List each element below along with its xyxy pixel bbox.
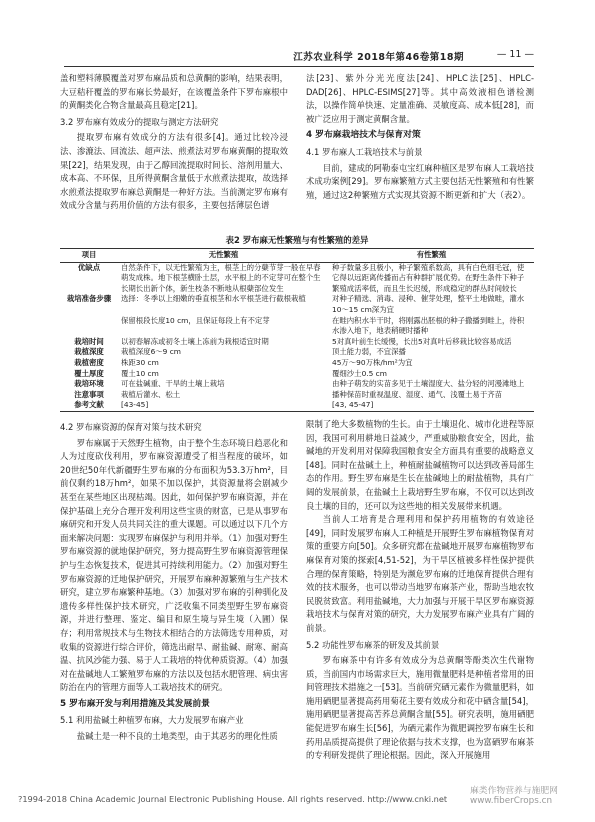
subsection-heading: 5.1 利用盐碱土种植罗布麻，大力发展罗布麻产业 <box>60 715 244 726</box>
copyright-footer: ?1994-2018 China Academic Journal Electronic Publishing House. All rights reserved. http://www.cnki.net <box>18 794 448 804</box>
section-heading: 5 罗布麻开发与利用措施及其发展前景 <box>60 698 210 709</box>
row-label: 优缺点 <box>77 262 101 272</box>
sexual-cell: 在畦内积水半干时，将刚露出胚根的种子撒播到畦上，待积水渗入地下，地表稍硬时播种 <box>332 315 525 336</box>
section-heading: 4 罗布麻栽培技术与保育对策 <box>306 130 421 141</box>
table-header-item: 项目 <box>60 249 118 263</box>
paragraph: 目前，建成的阿勒泰屯宝红麻种植区是罗布麻人工栽培技术成功案例[29]。罗布麻繁殖方式主要包括无性繁殖和有性繁殖，通过这2种繁殖方式实现其资源不断更新和扩大（表2）。 <box>306 162 534 200</box>
table-row <box>60 347 534 358</box>
table-row <box>60 358 534 369</box>
paragraph: 当前人工培育是合理利用和保护药用植物的有效途径[49]，同时发展罗布麻人工种植是开展野生罗布麻植物保育对策的重要方向[50]。众多研究都在盐碱地开展罗布麻植物罗布麻保育对策的探索[4,51-52]，为干旱区植被多样性保护提供合理的保育策略，特别是为濒危罗布麻的迁地保育提供合理有效的技术服务，也可以带动当地罗布麻茶产业，帮助当地农牧民脱贫致富。利用盐碱地，大力加强与开展干旱区罗布麻资源栽培技术与保育对策的研究，大力发展罗布麻产业具有广阔的前景。 <box>306 514 534 633</box>
paragraph: 法[23]、紫外分光光度法[24]、HPLC法[25]、HPLC-DAD[26]、HPLC-ESIMS[27]等。其中高效液相色谱检测法，以操作简单快速、定量准确、灵敏度高、成本低[28]，而被广泛应用于测定黄酮含量。 <box>306 73 534 124</box>
row-label: 栽植密度 <box>74 357 104 367</box>
row-label: 参考文献 <box>60 400 118 411</box>
sexual-cell: 种子数量多且极小，种子繁殖系数高，具有白色细毛冠，使它得以远距离传播而占有种群扩展优势。在野生条件下种子繁殖成活率低，而且生长迟缓，形成稳定的群丛时间较长 <box>332 262 525 293</box>
row-label: 栽培准备步骤 <box>66 294 112 304</box>
sexual-cell: 45万～90万株/hm²为宜 <box>332 357 413 367</box>
paragraph: 提取罗布麻有效成分的方法有很多[4]。通过比较冷浸法、渗漉法、回流法、超声法、煎煮法对罗布麻黄酮的提取效果[22]，结果发现，由于乙醇回流提取时间长、溶剂用量大、成本高、不环保，且所得黄酮含量低于水煎煮法提取，故选择水煎煮法提取罗布麻总黄酮是一种好方法。当前测定罗布麻有效成分含量与药用价值的方法有很多，主要包括薄层色谱 <box>60 132 288 211</box>
watermark-line: www.fiberCrops.cn <box>470 796 553 806</box>
top-left-column <box>60 72 288 213</box>
paragraph: 盖和塑料薄膜覆盖对罗布麻品质和总黄酮的影响，结果表明，大豆秸秆覆盖的罗布麻长势最好，在该覆盖条件下罗布麻根中的黄酮类化合物含量最高且稳定[21]。 <box>60 73 288 111</box>
row-label: 注意事项 <box>74 389 104 399</box>
comparison-table <box>60 248 534 412</box>
table-row <box>60 294 534 315</box>
watermark-line: 麻类作物营养与施肥网 <box>470 786 558 796</box>
journal-title: 江苏农业科学 2018年第46卷第18期 <box>293 52 464 63</box>
table-caption: 表2 罗布麻无性繁殖与有性繁殖的差异 <box>225 235 369 245</box>
asexual-cell: 栽植深度6～9 cm <box>121 347 181 357</box>
asexual-cell: 覆土10 cm <box>121 368 159 378</box>
paragraph: 盐碱土是一种不良的土地类型，由于其恶劣的理化性质 <box>76 731 278 742</box>
table-row <box>60 390 534 401</box>
sexual-cell: 由种子萌发的实苗多见于土壤湿度大、盐分轻的河漫滩地上 <box>332 379 525 389</box>
table-header-asexual: 无性繁殖 <box>118 249 329 263</box>
asexual-cell: 保留根段长度10 cm，且保证每段上有不定芽 <box>121 315 270 325</box>
sexual-cell: 顶土能力弱，不宜深播 <box>332 347 406 357</box>
sexual-cell: 覆细沙土0.5 cm <box>332 368 387 378</box>
table-row <box>60 316 534 337</box>
sexual-cell: 播种保苗时重视温度、湿度、通气、浅覆土易于齐苗 <box>332 389 502 399</box>
table-row <box>60 337 534 348</box>
table-row <box>60 400 534 411</box>
subsection-heading: 4.1 罗布麻人工栽培技术与前景 <box>306 146 423 157</box>
row-label: 栽植深度 <box>74 347 104 357</box>
row-label: 栽培时间 <box>74 336 104 346</box>
asexual-cell: 以初春解冻或初冬土壤上冻前为栽根适宜时期 <box>121 336 269 346</box>
asexual-cell: 栽植后灌水、松土 <box>121 389 181 399</box>
paragraph: 罗布麻茶中有许多有效成分为总黄酮等酚类次生代谢物质，当前国内市场需求巨大，施用微量肥料是种植者常用的田间管理技术措施之一[53]。当前研究硒元素作为微量肥料，如施用硒肥显著提高药用菊花主要有效成分和花中硒含量[54]，施用硒肥显著提高苦荞总黄酮含量[55]。研究表明，施用硒肥能促进罗布麻生长[56]，为硒元素作为微肥调控罗布麻生长和药用品质提高提供了理论依据与技术支撑，也为富硒罗布麻茶的专利研发提供了理论根据。因此，深入开展施用 <box>306 655 534 761</box>
table-row <box>60 369 534 380</box>
sexual-cell: 对种子精选、消毒、浸种、催芽处理，整平土地做畦，灌水10～15 cm深为宜 <box>332 294 525 314</box>
row-label <box>60 316 118 337</box>
subsection-heading: 5.2 功能性罗布麻茶的研发及其前景 <box>306 639 440 650</box>
asexual-cell: 可在盐碱重、干旱的土壤上栽培 <box>121 379 225 389</box>
page-number: — 11 — <box>496 49 534 60</box>
asexual-cell: 株距30 cm <box>121 357 159 367</box>
paragraph: 限制了绝大多数植物的生长。由于土壤退化、城市化进程等原因，我国可利用耕地日益减少，严重威胁粮食安全，因此，盐碱地的开发利用对保障我国粮食安全方面具有重要的战略意义[48]。同时在盐碱土上，种植耐盐碱植物可以达到改善局部生态的作用。野生罗布麻是生长在盐碱地上的耐盐植物，具有广阔的发展前景，在盐碱土上栽培野生罗布麻，不仅可以达到改良土壤的目的，还可以为这些地的相关发展带来机遇。 <box>306 419 534 511</box>
table-header-sexual: 有性繁殖 <box>329 249 534 263</box>
bottom-right-column <box>306 418 534 763</box>
sexual-cell: [43, 45-47] <box>329 400 534 411</box>
table-row <box>60 262 534 294</box>
row-label: 覆土厚度 <box>74 368 104 378</box>
sexual-cell: 5对真叶前生长缓慢，长出5对真叶后移栽比较容易成活 <box>332 336 512 346</box>
section-heading: 3.2 罗布麻有效成分的提取与测定方法研究 <box>60 116 219 127</box>
asexual-cell: 选择：冬季以上细嫩的垂直根茎和水平根茎进行截根栽植 <box>121 294 306 304</box>
row-label: 栽培环境 <box>74 379 104 389</box>
top-right-column <box>306 72 534 202</box>
watermark <box>470 786 558 806</box>
table-row <box>60 379 534 390</box>
asexual-cell: 自然条件下，以无性繁殖为主，根茎上的分蘖节芽一般在早春萌发成株。地下根茎横卧土层，水平根上的不定芽可在整个生长期长出新个体，新生枝条不断地从根蘖部位发生 <box>121 262 321 293</box>
bottom-left-column <box>60 418 288 744</box>
running-header <box>64 46 534 67</box>
paragraph: 罗布麻属于天然野生植物，由于整个生态环境日趋恶化和人为过度砍伐利用，罗布麻资源遭受了相当程度的破坏，如20世纪50年代新疆野生罗布麻的分布面积为53.3万hm²，目前仅剩约18万hm²，如果不加以保护，其资源量将会剧减少甚至在某些地区出现枯竭。因此，如何保护罗布麻资源，并在保护基础上充分合理开发利用这些宝贵的财富，已是从事罗布麻研究和开发人员共同关注的重大课题。可以通过以下几个方面来解决问题：实现罗布麻保护与利用并举。（1）加强对野生罗布麻资源的就地保护研究，努力提高野生罗布麻资源管理保护与生态恢复技术，促进其可持续利用能力。（2）加强对野生罗布麻资源的迁地保护研究，开展罗布麻种源繁殖与生产技术研究，建立罗布麻繁种基地。（3）加强对罗布麻的引种驯化及遗传多样性保护技术研究，广泛收集不同类型野生罗布麻资源，并进行整理、鉴定、编目和原生境与异生境（入圃）保存；利用常规技术与生物技术相结合的方法筛选专用种质，对收集的资源进行综合评价，筛选出耐旱、耐盐碱、耐寒、耐高温、抗风沙能力强、易于人工栽培的特优种质资源。（4）加强对在盐碱地人工繁殖罗布麻的方法以及包括水肥管理、病虫害防治在内的管理方面等人工栽培技术的研究。 <box>60 437 288 693</box>
asexual-cell: [43-45] <box>118 400 329 411</box>
subsection-heading: 4.2 罗布麻资源的保育对策与技术研究 <box>60 422 202 432</box>
